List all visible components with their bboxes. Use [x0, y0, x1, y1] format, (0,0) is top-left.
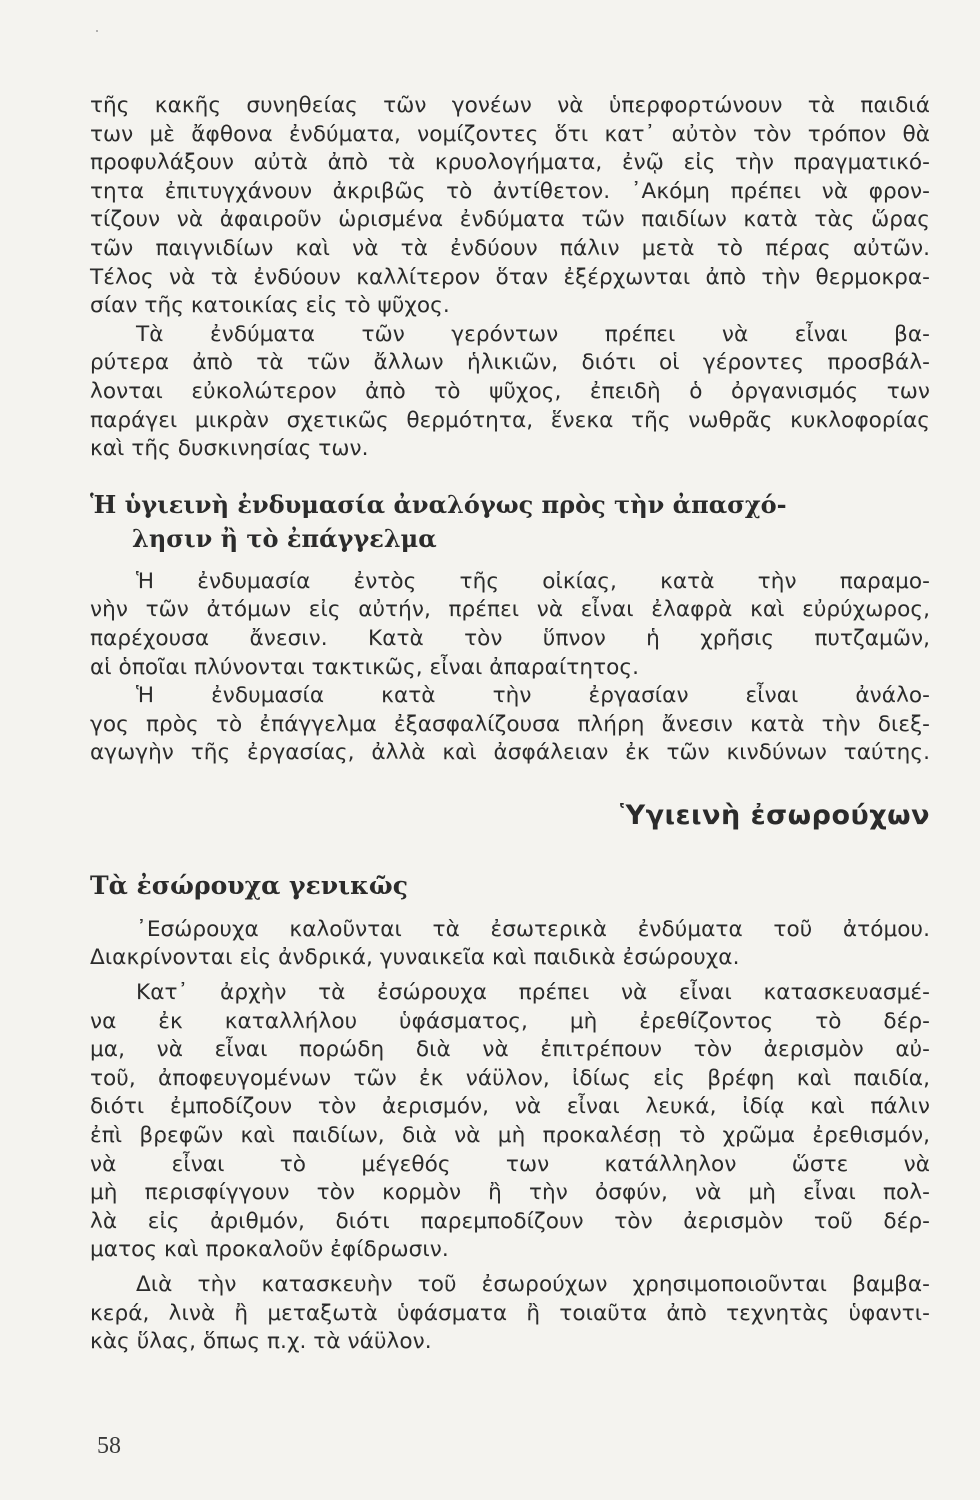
text-line: αἱ ὁποῖαι πλύνονται τακτικῶς, εἶναι ἀπαραίτητος.: [90, 654, 640, 680]
text-line: σίαν τῆς κατοικίας εἰς τὸ ψῦχος.: [90, 293, 450, 319]
paper-speck: [96, 30, 98, 32]
text-line: τοῦ, ἀποφευγομένων τῶν ἐκ νάϋλον, ἰδίως εἰς βρέφη καὶ παιδία,: [90, 1065, 930, 1091]
heading-line: λησιν ἢ τὸ ἐπάγγελμα: [132, 523, 437, 553]
paragraph-4: [90, 682, 930, 768]
text-line: κερά, λινὰ ἢ μεταξωτὰ ὑφάσματα ἢ τοιαῦτα ἀπὸ τεχνητὰς ὑφαντι-: [90, 1300, 930, 1326]
text-line: να ἐκ καταλλήλου ὑφάσματος, μὴ ἐρεθίζοντος τὸ δέρ-: [90, 1008, 930, 1034]
text-line: ματος καὶ προκαλοῦν ἐφίδρωσιν.: [90, 1237, 449, 1263]
text-line: Τέλος νὰ τὰ ἐνδύουν καλλίτερον ὅταν ἐξέρχωνται ἀπὸ τὴν θερμοκρα-: [90, 264, 930, 290]
text-line: γος πρὸς τὸ ἐπάγγελμα ἐξασφαλίζουσα πλήρη ἄνεσιν κατὰ τὴν διεξ-: [90, 711, 930, 737]
text-line: ἐπὶ βρεφῶν καὶ παιδίων, διὰ νὰ μὴ προκαλέσῃ τὸ χρῶμα ἐρεθισμόν,: [90, 1123, 930, 1149]
text-line: καὶ τῆς δυσκινησίας των.: [90, 436, 369, 462]
paragraph-1: [90, 92, 930, 321]
text-line: παρέχουσα ἄνεσιν. Κατὰ τὸν ὕπνον ἡ χρῆσις πυτζαμῶν,: [90, 625, 930, 651]
text-line: αγωγὴν τῆς ἐργασίας, ἀλλὰ καὶ ἀσφάλειαν ἐκ τῶν κινδύνων ταύτης.: [90, 740, 930, 766]
section-title: Ὑγιεινὴ ἐσωρούχων: [620, 799, 930, 831]
text-line: Ἡ ἐνδυμασία ἐντὸς τῆς οἰκίας, κατὰ τὴν παραμο-: [136, 568, 930, 594]
paragraph-2: [90, 321, 930, 464]
book-page: [90, 92, 930, 1357]
text-line: λὰ εἰς ἀριθμόν, διότι παρεμποδίζουν τὸν ἀερισμὸν τοῦ δέρ-: [90, 1208, 930, 1234]
text-line: προφυλάξουν αὐτὰ ἀπὸ τὰ κρυολογήματα, ἐνῷ εἰς τὴν πραγματικό-: [90, 150, 930, 176]
text-line: ᾽Εσώρουχα καλοῦνται τὰ ἐσωτερικὰ ἐνδύματα τοῦ ἀτόμου.: [136, 916, 930, 942]
text-line: τητα ἐπιτυγχάνουν ἀκριβῶς τὸ ἀντίθετον. ᾽Ακόμη πρέπει νὰ φρον-: [90, 178, 930, 204]
paragraph-7: [90, 1271, 930, 1357]
text-line: τῆς κακῆς συνηθείας τῶν γονέων νὰ ὑπερφορτώνουν τὰ παιδιά: [90, 93, 930, 118]
text-line: μα, νὰ εἶναι πορώδη διὰ νὰ ἐπιτρέπουν τὸν ἀερισμὸν αὐ-: [90, 1037, 930, 1063]
text-line: Διακρίνονται εἰς ἀνδρικά, γυναικεῖα καὶ παιδικὰ ἐσώρουχα.: [90, 945, 740, 971]
text-line: τῶν παιγνιδίων καὶ νὰ τὰ ἐνδύουν πάλιν μετὰ τὸ πέρας αὐτῶν.: [90, 235, 930, 261]
heading-line: Ἡ ὑγιεινὴ ἐνδυμασία ἀναλόγως πρὸς τὴν ἀπασχό-: [90, 489, 787, 519]
text-line: λονται εὐκολώτερον ἀπὸ τὸ ψῦχος, ἐπειδὴ ὁ ὀργανισμός των: [90, 378, 930, 404]
text-line: κὰς ὕλας, ὅπως π.χ. τὰ νάϋλον.: [90, 1329, 432, 1355]
text-line: νὰ εἶναι τὸ μέγεθός των κατάλληλον ὥστε νὰ: [90, 1151, 930, 1177]
subsection-title: Τὰ ἐσώρουχα γενικῶς: [90, 870, 408, 900]
paragraph-5: [90, 916, 930, 973]
text-line: των μὲ ἄφθονα ἐνδύματα, νομίζοντες ὅτι κατ᾽ αὐτὸν τὸν τρόπον θὰ: [90, 121, 930, 147]
paragraph-6: [90, 979, 930, 1265]
page-number: 58: [97, 1433, 121, 1459]
text-line: νὴν τῶν ἀτόμων εἰς αὐτήν, πρέπει νὰ εἶναι ἐλαφρὰ καὶ εὐρύχωρος,: [90, 597, 930, 623]
text-line: Κατ᾽ ἀρχὴν τὰ ἐσώρουχα πρέπει νὰ εἶναι κατασκευασμέ-: [136, 980, 930, 1006]
text-line: Ἡ ἐνδυμασία κατὰ τὴν ἐργασίαν εἶναι ἀνάλο-: [136, 683, 930, 709]
text-line: Τὰ ἐνδύματα τῶν γερόντων πρέπει νὰ εἶναι βα-: [136, 321, 930, 347]
text-line: Διὰ τὴν κατασκευὴν τοῦ ἐσωρούχων χρησιμοποιοῦνται βαμβα-: [136, 1272, 930, 1297]
text-line: παράγει μικρὰν σχετικῶς θερμότητα, ἕνεκα τῆς νωθρᾶς κυκλοφορίας: [90, 407, 930, 433]
section-heading-occupation: [90, 488, 930, 556]
text-line: μὴ περισφίγγουν τὸν κορμὸν ἢ τὴν ὀσφύν, νὰ μὴ εἶναι πολ-: [90, 1180, 930, 1206]
paragraph-3: [90, 568, 930, 682]
text-line: τίζουν νὰ ἀφαιροῦν ὡρισμένα ἐνδύματα τῶν παιδίων κατὰ τὰς ὥρας: [90, 207, 930, 233]
text-line: διότι ἐμποδίζουν τὸν ἀερισμόν, νὰ εἶναι λευκά, ἰδίᾳ καὶ πάλιν: [90, 1094, 930, 1120]
text-line: ρύτερα ἀπὸ τὰ τῶν ἄλλων ἡλικιῶν, διότι οἱ γέροντες προσβάλ-: [90, 350, 930, 376]
